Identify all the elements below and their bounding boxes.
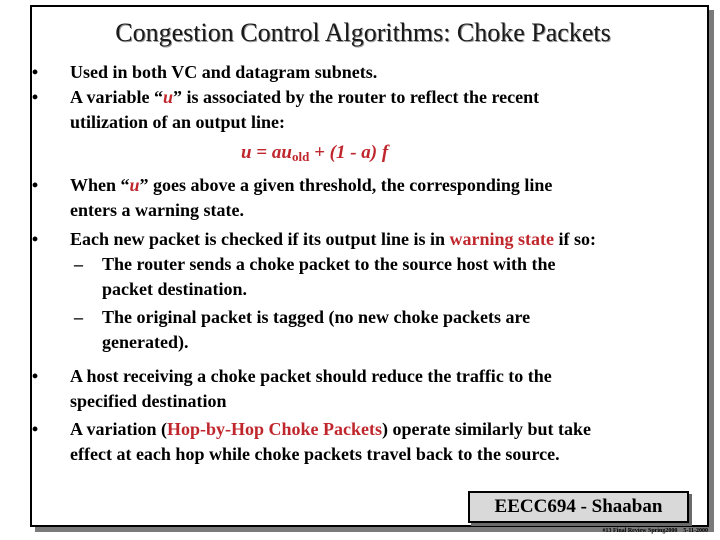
bullet-item [28,227,698,252]
course-label: EECC694 - Shaaban [468,491,689,523]
sub-bullet-text-line2: packet destination. [102,279,248,299]
bullet-text-line2: enters a warning state. [70,200,244,220]
bullet-text-line2: effect at each hop while choke packets travel back to the source. [70,444,560,464]
bullet-text: ” goes above a given threshold, the corresponding line [139,175,553,195]
bullet-text: Used in both VC and datagram subnets. [70,62,378,82]
sub-bullet-text: The original packet is tagged (no new choke packets are [102,307,531,327]
footer-lecture: #13 Final Review Spring2000 [602,528,678,534]
spacer [28,355,698,364]
bullet-text: A host receiving a choke packet should reduce the traffic to the [70,366,552,386]
equation-au: au [271,142,292,163]
warning-state-text: warning state [449,229,555,249]
bullet-text: ” is associated by the router to reflect the recent [173,87,540,107]
bullet-item [28,364,698,414]
bullet-icon: • [31,419,39,439]
dash-icon: – [74,254,83,274]
equation-subscript: old [291,149,310,164]
equation [28,139,698,171]
bullet-icon: • [31,366,39,386]
sub-bullet-text-line2: generated). [102,332,189,352]
dash-icon: – [74,307,83,327]
bullet-icon: • [31,229,39,249]
variable-u: u [163,87,174,107]
bullet-item [28,417,698,467]
bullet-item [28,173,698,223]
bullet-icon: • [31,62,39,82]
slide-title: Congestion Control Algorithms: Choke Packets [115,18,611,47]
bullet-item [28,85,698,135]
bullet-item [28,60,698,85]
equation-equals: = [251,142,272,163]
sub-bullet-item [28,305,698,355]
bullet-text: ) operate similarly but take [382,419,591,439]
equation-u: u [241,142,252,163]
sub-bullet-item [28,252,698,302]
variable-u: u [129,175,140,195]
footer-date: 5-11-2000 [683,528,708,534]
bullet-text: When “ [70,175,130,195]
bullet-text: A variable “ [70,87,163,107]
slide-body [28,60,698,467]
bullet-text: A variation ( [70,419,167,439]
bullet-text-line2: utilization of an output line: [70,112,286,132]
sub-bullet-text: The router sends a choke packet to the source host with the [102,254,556,274]
bullet-icon: • [31,175,39,195]
bullet-text: Each new packet is checked if its output line is in [70,229,450,249]
equation-rest: + (1 - a) f [309,142,389,163]
bullet-text: if so: [554,229,597,249]
footer-info [478,528,708,534]
bullet-icon: • [31,87,39,107]
hop-by-hop-text: Hop-by-Hop Choke Packets [167,419,383,439]
bullet-text-line2: specified destination [70,391,227,411]
